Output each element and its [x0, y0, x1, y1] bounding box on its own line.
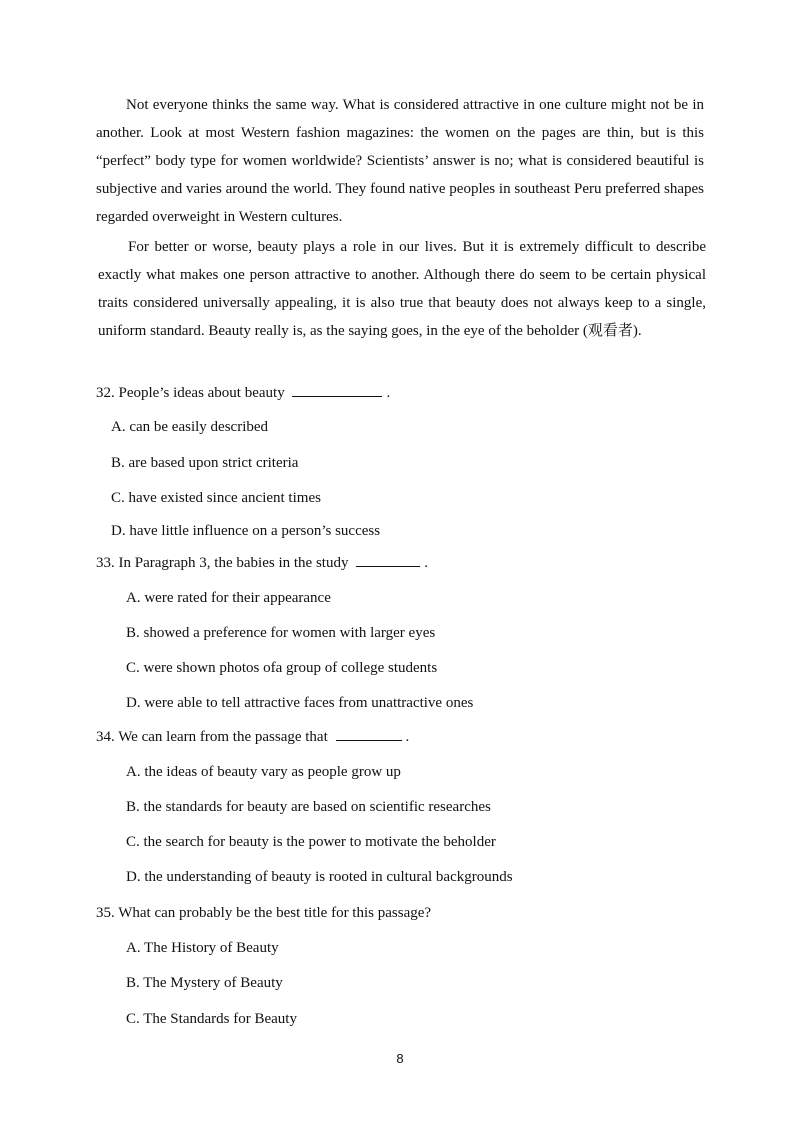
option-c: C. the search for beauty is the power to motivate the beholder: [126, 834, 496, 850]
passage-paragraph: Not everyone thinks the same way. What is considered attractive in one culture might not be in another. Look at most Western fashion magazines: the women on the pages are thin, but is this “perfect” body type for women worldwide? Scientists’ answer is no; what is considered beautiful is subjective and varies around the world. They found native peoples in southeast Peru preferred shapes regarded overweight in Western cultures.: [96, 97, 704, 225]
option-b: B. showed a preference for women with larger eyes: [126, 625, 436, 641]
option-b: B. The Mystery of Beauty: [126, 975, 283, 991]
question-end: .: [386, 385, 391, 401]
question-end: .: [424, 555, 428, 571]
passage-paragraph: For better or worse, beauty plays a role in our lives. But it is extremely difficult to describe exactly what makes one person attractive to another. Although there do seem to be certain physical traits considered universally appealing, it is also true that beauty does not always keep to a single, uniform standard. Beauty really is, as the saying goes, in the eye of the beholder (观看者).: [98, 239, 706, 339]
option-c: C. The Standards for Beauty: [126, 1011, 297, 1027]
option-a: A. were rated for their appearance: [126, 590, 331, 606]
option-a: A. can be easily described: [111, 419, 269, 435]
option-c: C. have existed since ancient times: [111, 490, 321, 506]
question-34: [96, 726, 409, 747]
option-d: D. the understanding of beauty is rooted in cultural backgrounds: [126, 869, 513, 885]
option-a: A. the ideas of beauty vary as people grow up: [126, 764, 401, 780]
question-35: [96, 903, 431, 923]
question-33: [96, 552, 428, 573]
option-d: D. have little influence on a person’s success: [111, 523, 381, 539]
option-b: B. the standards for beauty are based on scientific researches: [126, 799, 491, 815]
option-d: D. were able to tell attractive faces from unattractive ones: [126, 695, 474, 711]
option-b: B. are based upon strict criteria: [111, 455, 299, 471]
question-32: [96, 382, 390, 403]
question-end: .: [405, 729, 410, 745]
option-a: A. The History of Beauty: [126, 940, 279, 956]
answer-blank: [336, 726, 402, 741]
answer-blank: [356, 552, 420, 567]
question-stem: 32. People’s ideas about beauty: [96, 385, 285, 401]
option-c: C. were shown photos ofa group of college students: [126, 660, 438, 676]
question-stem: 35. What can probably be the best title for this passage?: [96, 905, 432, 921]
answer-blank: [292, 382, 382, 397]
question-stem: 33. In Paragraph 3, the babies in the study: [96, 555, 349, 571]
question-stem: 34. We can learn from the passage that: [96, 729, 328, 745]
page-number: 8: [396, 1051, 404, 1066]
